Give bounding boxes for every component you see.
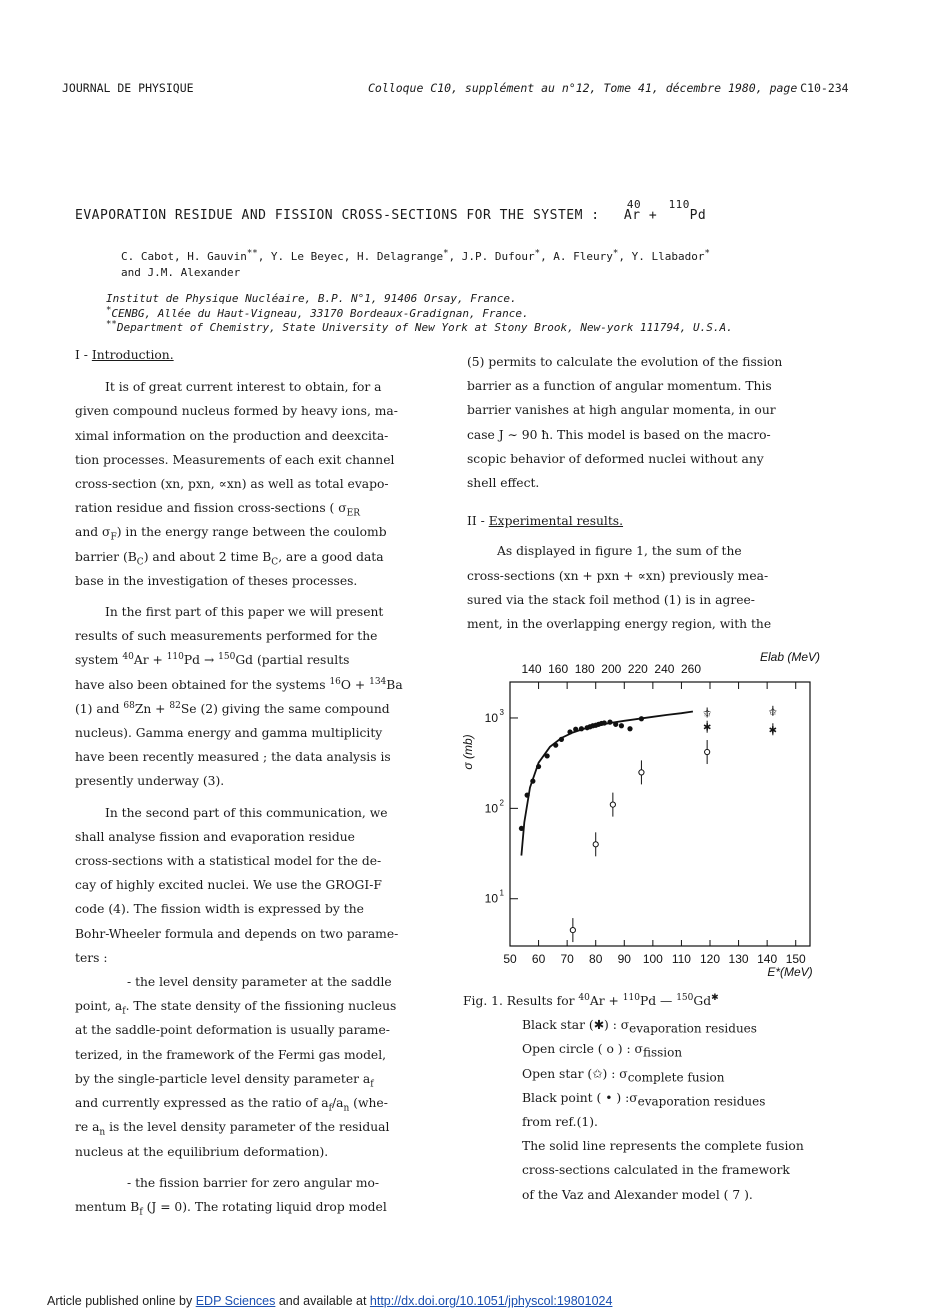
x-tick-label: 60 bbox=[531, 952, 546, 966]
text-line: (1) and $^{68}$Zn + $^{82}$Se (2) giving the same compound bbox=[75, 700, 390, 716]
text-line: re $a_n$ is the level density parameter of the residual bbox=[75, 1120, 390, 1138]
text-line: ters : bbox=[75, 950, 108, 965]
text-line: sured via the stack foil method (1) is in agree- bbox=[467, 592, 755, 607]
text-line: barrier as a function of angular momentum. This bbox=[467, 379, 772, 394]
text-line: As displayed in figure 1, the sum of the bbox=[497, 544, 742, 559]
text-line: and $\sigma_F$) in the energy range between the coulomb bbox=[75, 525, 387, 543]
text-line: have been recently measured ; the data analysis is bbox=[75, 750, 391, 765]
text-line: ment, in the overlapping energy region, with the bbox=[467, 617, 772, 632]
affiliation-2: *CENBG, Allée du Haut-Vigneau, 33170 Bordeaux-Gradignan, France. bbox=[106, 305, 529, 320]
text-line: - the level density parameter at the saddle bbox=[127, 975, 392, 990]
y-tick-label: 10 bbox=[484, 801, 498, 816]
open-circle-marker bbox=[610, 802, 615, 807]
x2-tick-label: 260 bbox=[680, 662, 702, 676]
x-axis-label: E*(MeV) bbox=[767, 965, 813, 979]
open-circle-marker bbox=[593, 842, 598, 847]
text-line: In the first part of this paper we will present bbox=[105, 605, 384, 620]
citation bbox=[368, 81, 849, 95]
doi-link[interactable]: http://dx.doi.org/10.1051/jphyscol:19801024 bbox=[369, 1294, 613, 1308]
text-line: ration residue and fission cross-sections ( $\sigma_{ER}$ bbox=[75, 501, 361, 519]
title-text: EVAPORATION RESIDUE AND FISSION CROSS-SECTIONS FOR THE SYSTEM : bbox=[75, 208, 600, 223]
text-line: cross-sections with a statistical model for the de- bbox=[75, 854, 382, 869]
x-tick-label: 50 bbox=[503, 952, 517, 966]
element-ar: Ar bbox=[623, 208, 641, 223]
x-tick-label: 150 bbox=[785, 952, 806, 966]
x2-tick-label: 240 bbox=[654, 662, 675, 676]
text-line: (5) permits to calculate the evolution of the fission bbox=[467, 355, 783, 369]
x2-tick-label: 180 bbox=[574, 662, 595, 676]
y-tick-exponent: 3 bbox=[499, 707, 504, 717]
text-line: scopic behavior of deformed nuclei without any bbox=[467, 451, 764, 466]
text-line: mentum $B_f$ (J = 0). The rotating liquid drop model bbox=[75, 1199, 387, 1218]
open-circle-marker bbox=[570, 927, 575, 932]
y-axis-label: σ (mb) bbox=[461, 734, 475, 770]
section-1-heading: I - Introduction. bbox=[75, 348, 174, 362]
black-point-marker bbox=[619, 723, 624, 728]
plus-sign: + bbox=[648, 208, 658, 223]
y-tick-exponent: 2 bbox=[499, 798, 504, 808]
text-line: results of such measurements performed for the bbox=[75, 629, 378, 644]
text-line: and currently expressed as the ratio of $a_f/a_n$ (whe- bbox=[75, 1096, 388, 1114]
x2-tick-label: 160 bbox=[548, 662, 569, 676]
open-star-marker: ✩ bbox=[702, 708, 712, 720]
text-line: In the second part of this communication, we bbox=[105, 805, 388, 820]
text-line: by the single-particle level density parameter $a_f$ bbox=[75, 1071, 374, 1090]
mass-110: 110 bbox=[668, 198, 690, 211]
caption-line: The solid line represents the complete fusion bbox=[522, 1139, 804, 1154]
x-tick-label: 70 bbox=[560, 952, 574, 966]
black-star-marker: ✱ bbox=[768, 725, 778, 737]
open-circle-marker bbox=[705, 749, 710, 754]
affiliation-1: Institut de Physique Nucléaire, B.P. N°1, 91406 Orsay, France. bbox=[106, 292, 517, 305]
x2-tick-label: 220 bbox=[627, 662, 648, 676]
x-tick-label: 140 bbox=[757, 952, 778, 966]
black-star-marker: ✱ bbox=[702, 722, 712, 734]
element-pd: Pd bbox=[689, 208, 707, 223]
authors-line-2: and J.M. Alexander bbox=[121, 266, 241, 279]
text-line: tion processes. Measurements of each exit channel bbox=[75, 452, 395, 467]
right-column bbox=[467, 350, 847, 636]
section-2-heading: II - Experimental results. bbox=[467, 514, 624, 529]
text-line: nucleus). Gamma energy and gamma multiplicity bbox=[75, 726, 383, 741]
caption-line: of the Vaz and Alexander model ( 7 ). bbox=[522, 1187, 753, 1202]
edp-sciences-link[interactable]: EDP Sciences bbox=[195, 1294, 276, 1308]
x-tick-label: 130 bbox=[728, 952, 749, 966]
text-line: barrier $(B_C)$ and about 2 time $B_C$, are a good data bbox=[75, 549, 384, 568]
text-line: cay of highly excited nuclei. We use the GROGI-F bbox=[75, 878, 382, 893]
text-line: nucleus at the equilibrium deformation). bbox=[75, 1144, 329, 1159]
x-tick-label: 100 bbox=[642, 952, 663, 966]
text-line: ximal information on the production and deexcita- bbox=[75, 428, 389, 443]
x-tick-label: 80 bbox=[589, 952, 603, 966]
open-circle-marker bbox=[639, 770, 644, 775]
journal-name: JOURNAL DE PHYSIQUE bbox=[62, 81, 194, 95]
footer-note: Article published online by EDP Sciences and available at http://dx.doi.org/10.1051/jphyscol:19801024 bbox=[47, 1294, 613, 1308]
caption-legend-line: Open circle ( o ) : $\sigma_{fission}$ bbox=[522, 1042, 683, 1060]
text-line: barrier vanishes at high angular momenta, in our bbox=[467, 403, 776, 418]
caption-line: from ref.(1). bbox=[522, 1115, 598, 1130]
left-column bbox=[75, 343, 450, 1219]
y-tick-label: 10 bbox=[484, 710, 498, 725]
caption-legend-line: Black point ( • ) $:\sigma_{evaporation residues}$ bbox=[522, 1090, 766, 1109]
citation-text: Colloque C10, supplément au n°12, Tome 41, décembre 1980, page bbox=[368, 81, 798, 95]
text-line: shall analyse fission and evaporation residue bbox=[75, 829, 355, 844]
black-point-marker bbox=[627, 726, 632, 731]
text-line: cross-section (xn, pxn, ∝xn) as well as total evapo- bbox=[75, 477, 389, 492]
x2-axis-label: Elab (MeV) bbox=[759, 650, 821, 664]
text-line: given compound nucleus formed by heavy ions, ma- bbox=[75, 404, 398, 419]
mass-40: 40 bbox=[626, 198, 642, 211]
text-line: point, $a_f$. The state density of the fissioning nucleus bbox=[75, 999, 397, 1017]
caption-legend-line: Open star (✩) : $\sigma_{complete fusion}$ bbox=[522, 1066, 725, 1085]
text-line: base in the investigation of theses processes. bbox=[75, 573, 358, 588]
x-tick-label: 120 bbox=[699, 952, 721, 966]
paper-title bbox=[75, 198, 707, 223]
x-tick-label: 110 bbox=[671, 952, 691, 966]
page-number: C10-234 bbox=[800, 81, 849, 95]
text-line: Bohr-Wheeler formula and depends on two parame- bbox=[75, 926, 399, 941]
text-line: presently underway (3). bbox=[75, 774, 225, 789]
open-star-marker: ✩ bbox=[768, 706, 778, 718]
plot-frame bbox=[510, 682, 810, 946]
y-tick-exponent: 1 bbox=[499, 888, 504, 898]
text-line: cross-sections (xn + pxn + ∝xn) previously mea- bbox=[467, 568, 769, 583]
text-line: code (4). The fission width is expressed by the bbox=[75, 902, 364, 917]
caption-title: Fig. 1. Results for $^{40}$Ar + $^{110}$Pd — $^{150}$Gd✱ bbox=[463, 992, 719, 1008]
text-line: system $^{40}$Ar + $^{110}$Pd → $^{150}$Gd (partial results bbox=[75, 652, 350, 668]
x-tick-label: 90 bbox=[617, 952, 631, 966]
figure-caption bbox=[463, 989, 853, 1207]
figure-1-chart bbox=[455, 640, 835, 980]
text-line: at the saddle-point deformation is usually parame- bbox=[75, 1023, 390, 1038]
fusion-curve bbox=[521, 712, 693, 856]
text-line: have also been obtained for the systems $^{16}$O + $^{134}$Ba bbox=[75, 676, 403, 692]
text-line: shell effect. bbox=[467, 476, 540, 491]
authors-line-1: C. Cabot, H. Gauvin**, Y. Le Beyec, H. Delagrange*, J.P. Dufour*, A. Fleury*, Y. Llabador* bbox=[121, 248, 710, 263]
caption-legend-line: Black star (✱) : $\sigma_{evaporation residues}$ bbox=[522, 1018, 757, 1036]
y-tick-label: 10 bbox=[484, 891, 498, 906]
x2-tick-label: 200 bbox=[601, 662, 622, 676]
text-line: - the fission barrier for zero angular mo- bbox=[127, 1175, 380, 1190]
x2-tick-label: 140 bbox=[521, 662, 542, 676]
text-line: terized, in the framework of the Fermi gas model, bbox=[75, 1047, 387, 1062]
text-line: It is of great current interest to obtain, for a bbox=[105, 380, 382, 395]
text-line: case J ∼ 90 ħ. This model is based on the macro- bbox=[467, 427, 771, 442]
caption-line: cross-sections calculated in the framework bbox=[522, 1163, 790, 1178]
affiliation-3: **Department of Chemistry, State University of New York at Stony Brook, New-york 111794, U.S.A. bbox=[106, 319, 733, 334]
